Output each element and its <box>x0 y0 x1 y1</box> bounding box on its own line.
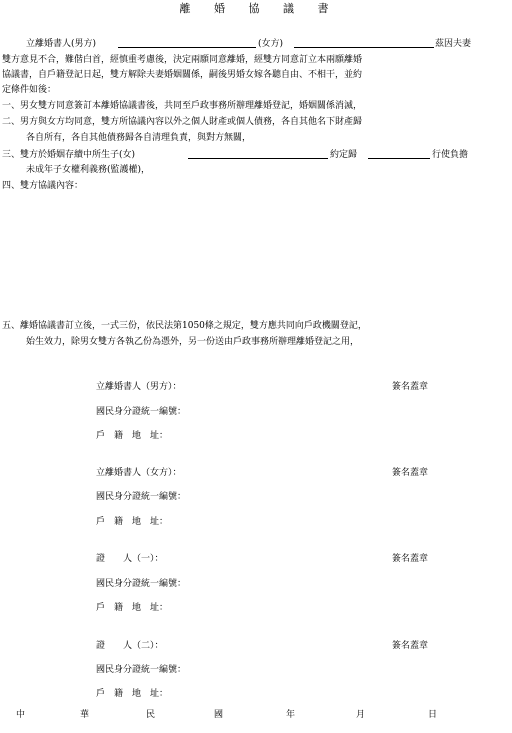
witness-2-id-label: 國民身分證統一編號： <box>96 665 187 675</box>
male-name-blank[interactable] <box>118 47 256 48</box>
date-min: 民 <box>146 710 156 720</box>
clause-4: 四、雙方協議內容： <box>2 181 84 191</box>
witness-2-address-label: 戶 籍 地 址： <box>96 689 169 699</box>
clause-5-line1: 五、離婚協議書訂立後，一式三份，依民法第1050條之規定，雙方應共同向戶政機關登記， <box>2 321 367 331</box>
witness-2-sign-label: 簽名蓋章 <box>392 641 429 651</box>
clause-3-prefix: 三、雙方於婚姻存續中所生子(女) <box>2 150 136 160</box>
date-month: 月 <box>356 710 366 720</box>
signer-male-role: 立離婚書人（男方）： <box>96 382 182 392</box>
signer-male-id-label: 國民身分證統一編號： <box>96 407 187 417</box>
witness-1-sign-label: 簽名蓋章 <box>392 554 429 564</box>
witness-1-role: 證 人（一）： <box>96 554 164 564</box>
document-title: 離 婚 協 議 書 <box>179 2 333 15</box>
custodian-blank[interactable] <box>368 158 430 159</box>
intro-party-female-label: (女方) <box>258 39 284 49</box>
signer-female-id-label: 國民身分證統一編號： <box>96 492 187 502</box>
witness-2-role: 證 人（二）： <box>96 641 164 651</box>
clause-2-line2: 各自所有，各自其他債務歸各自清理負責，與對方無關， <box>26 133 252 143</box>
clause-3-line2: 未成年子女權利義務(監護權)， <box>26 165 151 175</box>
intro-reason-label: 茲因夫妻 <box>435 39 472 49</box>
signer-male-address-label: 戶 籍 地 址： <box>96 431 169 441</box>
signer-male-sign-label: 簽名蓋章 <box>392 382 429 392</box>
intro-paragraph-line2: 雙方意見不合，難偕白首，經慎重考慮後，決定兩願同意離婚，經雙方同意訂立本兩願離婚 <box>2 55 363 65</box>
children-name-blank[interactable] <box>188 158 328 159</box>
clause-2-line1: 二、男方與女方均同意，雙方所協議內容以外之個人財產或個人債務，各自其他名下財產歸 <box>2 117 363 127</box>
female-name-blank[interactable] <box>294 47 434 48</box>
witness-1-address-label: 戶 籍 地 址： <box>96 603 169 613</box>
signer-female-role: 立離婚書人（女方）： <box>96 468 182 478</box>
clause-3-suffix: 行使負擔 <box>432 150 469 160</box>
signer-female-sign-label: 簽名蓋章 <box>392 468 429 478</box>
date-day: 日 <box>428 710 438 720</box>
date-hua: 華 <box>80 710 90 720</box>
witness-1-id-label: 國民身分證統一編號： <box>96 579 187 589</box>
signer-female-address-label: 戶 籍 地 址： <box>96 517 169 527</box>
date-zhong: 中 <box>16 710 26 720</box>
clause-3-assign-label: 約定歸 <box>330 150 358 160</box>
clause-1: 一、男女雙方同意簽訂本離婚協議書後，共同至戶政事務所辦理離婚登記，婚姻關係消滅， <box>2 101 363 111</box>
date-year: 年 <box>286 710 296 720</box>
intro-paragraph-line3: 協議書，自戶籍登記日起，雙方解除夫妻婚姻關係，嗣後男婚女嫁各聽自由、不相干，並約 <box>2 70 363 80</box>
intro-party-male-label: 立離婚書人(男方) <box>26 39 97 49</box>
date-guo: 國 <box>214 710 224 720</box>
intro-paragraph-line4: 定條件如後： <box>2 85 57 95</box>
clause-5-line2: 始生效力，除男女雙方各執乙份為憑外，另一份送由戶政事務所辦理離婚登記之用， <box>26 337 360 347</box>
